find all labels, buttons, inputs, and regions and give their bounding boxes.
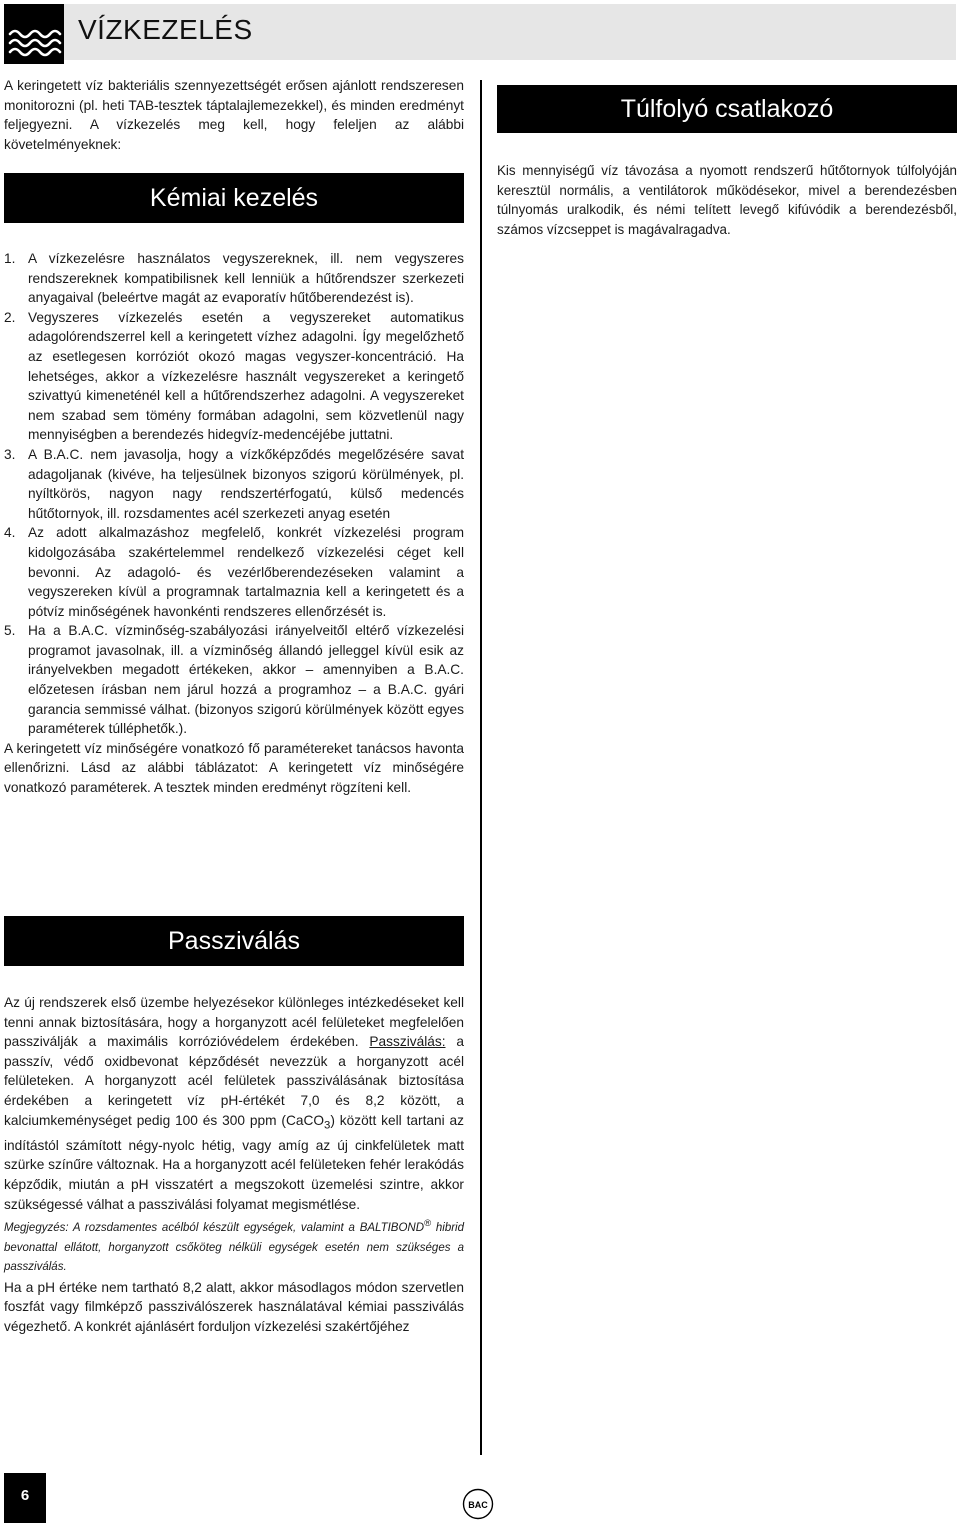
bac-logo-icon: [462, 1488, 494, 1520]
list-item-text: A vízkezelésre használatos vegyszereknek, ill. nem vegyszeres rendszereknek kompatibilisnek kell lenniük a hűtőrendszer szerkezeti anyagaival (beleértve magát az evaporatív hűtőberendezést is).: [28, 251, 464, 306]
list-item-text: Ha a B.A.C. vízminőség-szabályozási irányelveitől eltérő vízkezelési programot javasolnak, ill. a vízminőség állandó jelleggel kívül esik az irányelvekben megadott értékeken, akkor – amennyiben a B.A.C. előzetesen írásban nem járul hozzá a programhoz – a B.A.C. gyári garancia semmissé válhat. (bizonyos szigorú körülmények között egyes paraméterek túlléphetők.).: [28, 623, 464, 737]
passivation-heading: Passziválás: [4, 916, 464, 966]
note-text-start: Megjegyzés: A rozsdamentes acélból készült egységek, valamint a BALTIBOND: [4, 1222, 425, 1235]
passivation-term: Passziválás:: [369, 1034, 446, 1050]
list-item: [4, 621, 464, 739]
list-item-number: 3.: [4, 446, 16, 462]
bac-logo-text: BAC: [468, 1500, 488, 1510]
chemical-subscript: 3: [323, 1119, 331, 1132]
list-item-number: 5.: [4, 623, 16, 639]
intro-paragraph: A keringetett víz bakteriális szennyezettségét erősen ajánlott rendszeresen monitorozni (pl. heti TAB-tesztek táptalajlemezekkel), és minden eredményt feljegyezni. A vízkezelés meg kell, hogy feleljen az alábbi követelményeknek:: [4, 78, 464, 152]
list-item-text: Az adott alkalmazáshoz megfelelő, konkrét vízkezelési program kidolgozásába szakértelemmel rendelkező vízkezelési céget kell bevonni. Az adagoló- és vezérlőberendezéseken valamint a vegyszereken kívül a programnak tartalmaznia kell a keringetett és a pótvíz minőségének havonkénti rendszeres ellenőrzését is.: [28, 525, 464, 619]
overflow-paragraph: Kis mennyiségű víz távozása a nyomott rendszerű hűtőtornyok túlfolyóján keresztül normális, a ventilátorok működésekor, mivel a berendezésben túlnyomás uralkodik, és némi telített levegő kifúvódik a berendezésből, számos vízcseppet is magávalragadva.: [497, 163, 957, 237]
page-number-box: [4, 1473, 46, 1523]
passivation-text-continued: ) között kell tartani az indítástól számított négy-nyolc hétig, vagy amíg az új cinkfelületek matt szürke színűre változnak. Ha a horganyzott acél felületeken fehér lerakódás képződik, miután a pH visszatért a megszokott üzemelési szintre, akkor szükségessé válhat a passziválási folyamat megismétlése.: [4, 1112, 464, 1212]
overflow-heading: Túlfolyó csatlakozó: [497, 85, 957, 133]
list-item: [4, 308, 464, 445]
list-item-text: A B.A.C. nem javasolja, hogy a vízkőképződés megelőzésére savat adagoljanak (kivéve, ha teljesülnek bizonyos szigorú körülmények, pl. nyíltkörös, nagyon nagy rendszertérfogatú, külső medencés hűtőtornyok, ill. rozsdamentes acél szerkezeti anyag esetén: [28, 446, 464, 521]
page-title: VÍZKEZELÉS: [78, 14, 253, 45]
column-divider: [480, 80, 482, 1455]
passivation-text-definition: a passzív, védő oxidbevonat képződését nevezzük a horganyzott acél felületeken. A horganyzott acél felületek passziválásának biztosítása érdekében a keringetett víz pH-értékét 7,0 és 8,2 között, a kalciumkeménységet pedig 100 és 300 ppm (CaCO: [4, 1034, 464, 1128]
chemical-treatment-heading: Kémiai kezelés: [4, 173, 464, 223]
list-item: [4, 249, 464, 308]
list-item-number: 1.: [4, 251, 16, 266]
note-text-end: hibrid bevonattal ellátott, horganyzott csőköteg nélküli egységek esetén nem szükséges a passziválás.: [4, 1222, 464, 1274]
registered-mark: ®: [424, 1218, 432, 1230]
passivation-section: [4, 993, 464, 1337]
passivation-text-intro: Az új rendszerek első üzembe helyezésekor különleges intézkedéseket kell tenni annak biztosítására, hogy a horganyzott acél felületeket megfelelően passziválják a maximális korrózióvédelem érdekében.: [4, 995, 464, 1050]
list-item-number: 2.: [4, 309, 16, 325]
list-item: [4, 445, 464, 523]
page-number: 6: [20, 1487, 30, 1504]
water-waves-icon: [4, 4, 64, 64]
list-item-text: Vegyszeres vízkezelés esetén a vegyszereket automatikus adagolórendszerrel kell a keringetett vízhez adagolni. Így megelőzhető az esetlegesen korróziót okozó magas vegyszer-koncentráció. Ha lehetséges, akkor a vízkezelésre használt vegyszereket a keringető szivattyú kimeneténél kell a hűtőrendszerhez adagolni. A vegyszereket nem szabad sem tömény formában adagolni, sem közvetlenül nagy mennyiségben a berendezés hidegvíz-medencéjébe juttatni.: [28, 309, 464, 443]
closing-paragraph: A keringetett víz minőségére vonatkozó fő paramétereket tanácsos havonta ellenőrizni. Lásd az alábbi táblázatot: A keringetett víz minőségére vonatkozó paraméterek. A tesztek minden eredményt rögzíteni kell.: [4, 740, 464, 796]
passivation-paragraph: [4, 993, 464, 1214]
list-item: [4, 523, 464, 621]
passivation-paragraph-2: Ha a pH értéke nem tartható 8,2 alatt, akkor másodlagos módon szervetlen foszfát vagy filmképző passziválószerek használatával kémiai passziválás végezhető. A konkrét ajánlásért forduljon vízkezelési szakértőjéhez: [4, 1279, 464, 1335]
passivation-note: [4, 1214, 464, 1278]
list-item-number: 4.: [4, 525, 16, 541]
chemical-treatment-list: [4, 249, 464, 798]
